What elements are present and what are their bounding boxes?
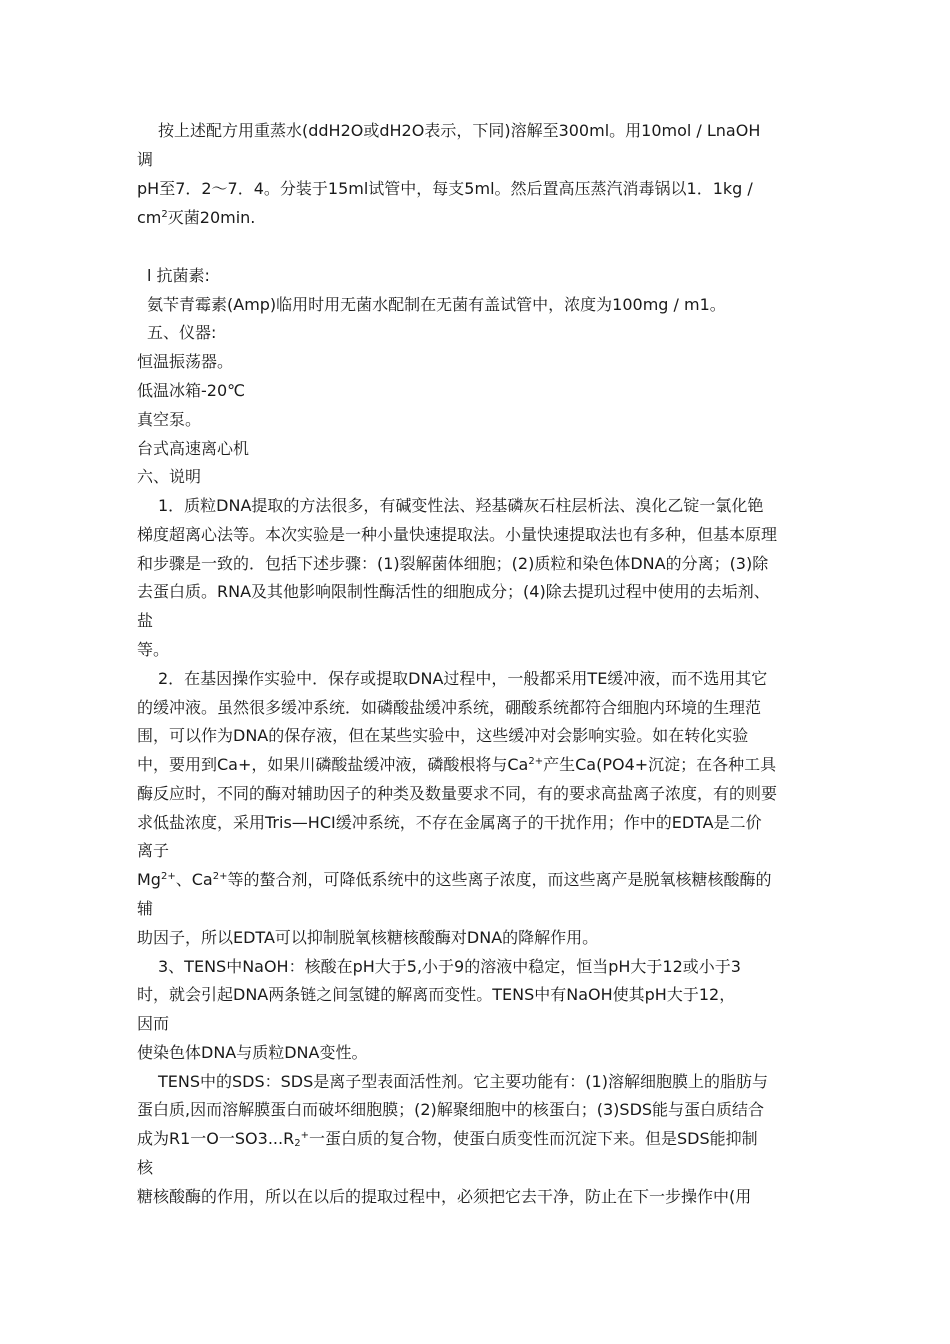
superscript: +: [300, 1130, 309, 1141]
text-line: 糖核酸酶的作用，所以在以后的提取过程中，必须把它去干净，防止在下一步操作中(用: [137, 1187, 752, 1206]
text-line: l 抗菌素:: [147, 266, 210, 285]
text-line: 蛋白质,因而溶解膜蛋白而破坏细胞膜；(2)解聚细胞中的核蛋白；(3)SDS能与蛋白质结合: [137, 1100, 765, 1119]
text-segment: 一蛋白质的复合物，使蛋白质变性而沉淀下来。但是SDS能抑制: [308, 1129, 758, 1148]
text-line: TENS中的SDS：SDS是离子型表面活性剂。它主要功能有：(1)溶解细胞膜上的脂肪与: [158, 1072, 768, 1091]
text-line: 和步骤是一致的．包括下述步骤：(1)裂解菌体细胞；(2)质粒和染色体DNA的分离；(3)除: [137, 554, 769, 573]
text-line: pH至7．2～7．4。分装于15ml试管中，每支5ml。然后置高压蒸汽消毒锅以1．1kg /: [137, 179, 753, 198]
text-line: 围，可以作为DNA的保存液，但在某些实验中，这些缓冲对会影响实验。如在转化实验: [137, 726, 749, 745]
superscript: 2+: [160, 871, 176, 882]
text-line: 去蛋白质。RNA及其他影响限制性酶活性的细胞成分；(4)除去提玑过程中使用的去垢剂、: [137, 582, 770, 601]
text-line: 酶反应时，不同的酶对辅助因子的种类及数量要求不同，有的要求高盐离子浓度，有的则要: [137, 784, 778, 803]
text-segment: Mg: [137, 870, 161, 889]
text-line: 辅: [137, 899, 154, 918]
text-line: 时，就会引起DNA两条链之间氢键的解离而变性。TENS中有NaOH使其pH大于12，: [137, 985, 736, 1004]
text-line: 按上述配方用重蒸水(ddH2O或dH2O表示，下同)溶解至300ml。用10mol / LnaOH: [158, 121, 761, 140]
text-line: 台式高速离心机: [137, 439, 250, 458]
superscript: 2+: [212, 871, 228, 882]
text-line: 1．质粒DNA提取的方法很多，有碱变性法、羟基磷灰石柱层析法、溴化乙锭一氯化铯: [158, 496, 764, 515]
text-line: 氨苄青霉素(Amp)临用时用无菌水配制在无菌有盖试管中，浓度为100mg / m1。: [147, 295, 726, 314]
text-line: 求低盐浓度，采用Tris—HCI缓冲系统，不存在金属离子的干扰作用；作中的EDTA是二价: [137, 813, 762, 832]
text-segment: cm: [137, 208, 162, 227]
text-line: 的缓冲液。虽然很多缓冲系统．如磷酸盐缓冲系统，硼酸系统都符合细胞内环境的生理范: [137, 698, 762, 717]
subscript: 2: [294, 1138, 301, 1149]
text-segment: 成为R1一O一SO3...R: [137, 1129, 295, 1148]
text-line: [137, 870, 771, 890]
text-line: 低温冰箱-20℃: [137, 381, 246, 400]
text-segment: 、Ca: [175, 870, 213, 889]
superscript: 2+: [528, 756, 544, 767]
text-line: 使染色体DNA与质粒DNA变性。: [137, 1043, 368, 1062]
text-segment: 中，要用到Ca+，如果川磷酸盐缓冲液，磷酸根将与Ca: [137, 755, 529, 774]
superscript: 2: [161, 209, 168, 220]
text-line: 3、TENS中NaOH：核酸在pH大于5,小于9的溶液中稳定，恒当pH大于12或小于3: [158, 957, 741, 976]
section-heading: 六、说明: [137, 467, 202, 486]
text-line: 真空泵。: [137, 410, 202, 429]
text-segment: 等的螯合剂，可降低系统中的这些离子浓度，而这些离产是脱氧核糖核酸酶的: [227, 870, 772, 889]
text-line: 2．在基因操作实验中．保存或提取DNA过程中，一般都采用TE缓冲液，而不选用其它: [158, 669, 768, 688]
text-line: 梯度超离心法等。本次实验是一种小量快速提取法。小量快速提取法也有多种，但基本原理: [137, 525, 778, 544]
text-line: [137, 208, 255, 228]
text-line: [137, 1129, 758, 1149]
text-line: 离子: [137, 841, 170, 860]
text-line: 调: [137, 150, 154, 169]
text-line: 等。: [137, 640, 170, 659]
text-line: [137, 755, 776, 775]
text-line: 助因子，所以EDTA可以抑制脱氧核糖核酸酶对DNA的降解作用。: [137, 928, 599, 947]
text-segment: 产生Ca(PO4+沉淀；在各种工具: [543, 755, 777, 774]
text-segment: 灭菌20min.: [167, 208, 256, 227]
text-line: 盐: [137, 611, 154, 630]
section-heading: 五、仪器:: [147, 323, 217, 342]
text-line: 核: [137, 1158, 154, 1177]
text-line: 恒温振荡器。: [137, 352, 234, 371]
text-line: 因而: [137, 1014, 170, 1033]
